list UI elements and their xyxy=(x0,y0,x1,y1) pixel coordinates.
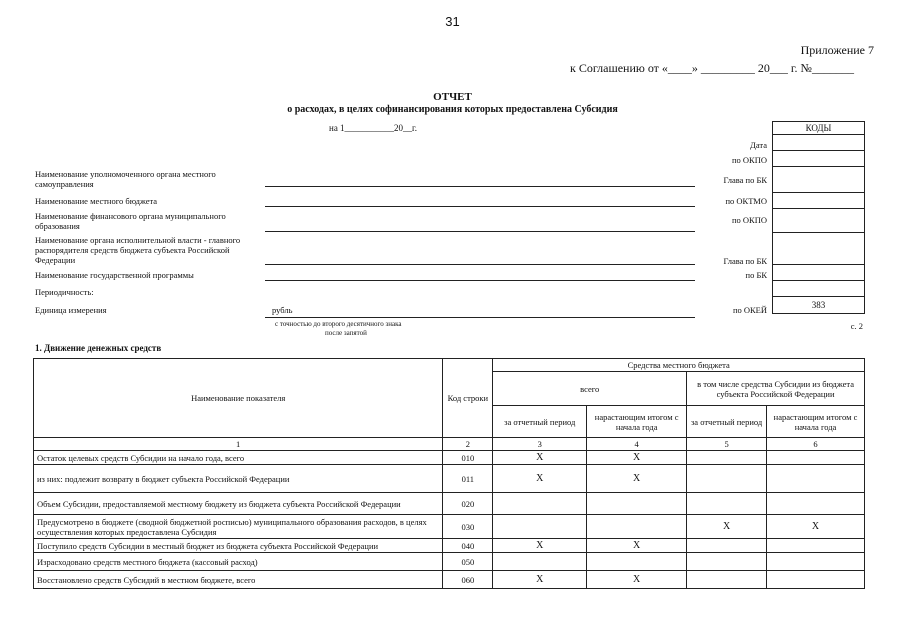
code-okpo1[interactable] xyxy=(773,151,864,167)
cell[interactable] xyxy=(687,553,767,571)
unit-value: рубль xyxy=(272,305,293,315)
label-budget-name: Наименование местного бюджета xyxy=(35,196,158,206)
col-num: 4 xyxy=(587,438,687,451)
header-local-budget: Средства местного бюджета xyxy=(493,359,865,372)
row-name: Объем Субсидии, предоставляемой местному бюджету из бюджета субъекта Российской Федерации xyxy=(34,493,443,515)
cell[interactable] xyxy=(767,571,865,589)
cash-flow-table xyxy=(33,358,865,589)
cell[interactable] xyxy=(767,539,865,553)
row-code: 040 xyxy=(443,539,493,553)
col-num: 1 xyxy=(34,438,443,451)
codes-header: КОДЫ xyxy=(773,122,864,135)
code-period[interactable] xyxy=(773,281,864,297)
agreement-line: к Соглашению от «____» _________ 20___ г. №_______ xyxy=(570,61,854,75)
appendix-label: Приложение 7 xyxy=(800,43,874,57)
header-cumulative-2: нарастающим итогом с начала года xyxy=(767,406,865,438)
program-line[interactable] xyxy=(265,280,695,281)
row-code: 011 xyxy=(443,465,493,493)
row-code: 020 xyxy=(443,493,493,515)
cell: X xyxy=(493,465,587,493)
report-title: ОТЧЕТ xyxy=(433,91,472,103)
col-num: 5 xyxy=(687,438,767,451)
table-row xyxy=(34,539,865,553)
cell[interactable] xyxy=(493,553,587,571)
table-row xyxy=(34,465,865,493)
label-program: Наименование государственной программы xyxy=(35,270,194,280)
cell[interactable] xyxy=(687,465,767,493)
cell[interactable] xyxy=(767,451,865,465)
header-total: всего xyxy=(493,372,687,406)
cell: X xyxy=(687,515,767,539)
unit-line xyxy=(265,317,695,318)
row-name: Предусмотрено в бюджете (сводной бюджетной росписью) муниципального образования расходов, в целях осуществления которых предоставлена Субсидия xyxy=(34,515,443,539)
header-period-2: за отчетный период xyxy=(687,406,767,438)
cell[interactable] xyxy=(493,493,587,515)
cell[interactable] xyxy=(767,553,865,571)
table-row xyxy=(34,515,865,539)
cell[interactable] xyxy=(687,451,767,465)
row-name: Восстановлено средств Субсидий в местном бюджете, всего xyxy=(34,571,443,589)
cell: X xyxy=(493,451,587,465)
table-row xyxy=(34,451,865,465)
page-ref: с. 2 xyxy=(850,321,863,331)
label-glava1: Глава по БК xyxy=(723,175,767,185)
cell[interactable] xyxy=(687,571,767,589)
label-unit: Единица измерения xyxy=(35,305,107,315)
label-glava2: Глава по БК xyxy=(723,256,767,266)
cell: X xyxy=(587,539,687,553)
col-num: 2 xyxy=(443,438,493,451)
cell[interactable] xyxy=(587,553,687,571)
col-num: 3 xyxy=(493,438,587,451)
table-row xyxy=(34,571,865,589)
row-code: 060 xyxy=(443,571,493,589)
page-number: 31 xyxy=(445,14,460,29)
row-name: Остаток целевых средств Субсидии на начало года, всего xyxy=(34,451,443,465)
header-cumulative: нарастающим итогом с начала года xyxy=(587,406,687,438)
cell[interactable] xyxy=(767,493,865,515)
code-pobk[interactable] xyxy=(773,265,864,281)
code-date[interactable] xyxy=(773,135,864,151)
label-org-name: Наименование уполномоченного органа местного самоуправления xyxy=(35,169,216,189)
header-code: Код строки xyxy=(443,359,493,438)
row-code: 030 xyxy=(443,515,493,539)
row-code: 050 xyxy=(443,553,493,571)
row-name: Поступило средств Субсидии в местный бюджет из бюджета субъекта Российской Федерации xyxy=(34,539,443,553)
cell: X xyxy=(587,571,687,589)
label-period: Периодичность: xyxy=(35,287,94,297)
row-code: 010 xyxy=(443,451,493,465)
cell[interactable] xyxy=(493,515,587,539)
section-title: 1. Движение денежных средств xyxy=(35,343,162,353)
table-row xyxy=(34,493,865,515)
cell[interactable] xyxy=(687,539,767,553)
header-name: Наименование показателя xyxy=(34,359,443,438)
label-oktmo: по ОКТМО xyxy=(725,196,767,206)
budget-name-line[interactable] xyxy=(265,206,695,207)
cell: X xyxy=(767,515,865,539)
table-row xyxy=(34,553,865,571)
code-okei: 383 xyxy=(811,300,826,310)
org-name-line[interactable] xyxy=(265,186,695,187)
exec-org-line[interactable] xyxy=(265,264,695,265)
label-fin-org: Наименование финансового органа муниципального образования xyxy=(35,211,226,231)
codes-box xyxy=(772,121,865,314)
cell[interactable] xyxy=(687,493,767,515)
cell[interactable] xyxy=(587,493,687,515)
label-okei: по ОКЕЙ xyxy=(732,305,767,315)
label-date: Дата xyxy=(750,140,767,150)
code-okpo2[interactable] xyxy=(773,209,864,233)
code-oktmo[interactable] xyxy=(773,193,864,209)
precision-note-2: после запятой xyxy=(325,329,367,337)
row-name: Израсходовано средств местного бюджета (кассовый расход) xyxy=(34,553,443,571)
row-name: из них: подлежит возврату в бюджет субъекта Российской Федерации xyxy=(34,465,443,493)
cell: X xyxy=(587,451,687,465)
col-num: 6 xyxy=(767,438,865,451)
cell: X xyxy=(493,571,587,589)
cell: X xyxy=(587,465,687,493)
label-pobk: по БК xyxy=(745,270,767,280)
cell: X xyxy=(493,539,587,553)
report-subtitle: о расходах, в целях софинансирования которых предоставлена Субсидия xyxy=(287,104,618,115)
code-glava2[interactable] xyxy=(773,233,864,265)
fin-org-line[interactable] xyxy=(265,231,695,232)
report-date-line: на 1___________20__г. xyxy=(329,123,417,133)
cell[interactable] xyxy=(767,465,865,493)
label-okpo2: по ОКПО xyxy=(731,215,767,225)
header-period: за отчетный период xyxy=(493,406,587,438)
header-subsidy: в том числе средства Субсидии из бюджета субъекта Российской Федерации xyxy=(687,372,865,406)
label-exec-org: Наименование органа исполнительной власти - главного распорядителя средств бюджета субъекта Российской Федерации xyxy=(35,235,241,265)
label-okpo1: по ОКПО xyxy=(731,155,767,165)
cell[interactable] xyxy=(587,515,687,539)
code-glava1[interactable] xyxy=(773,167,864,193)
precision-note: с точностью до второго десятичного знака xyxy=(275,320,402,328)
